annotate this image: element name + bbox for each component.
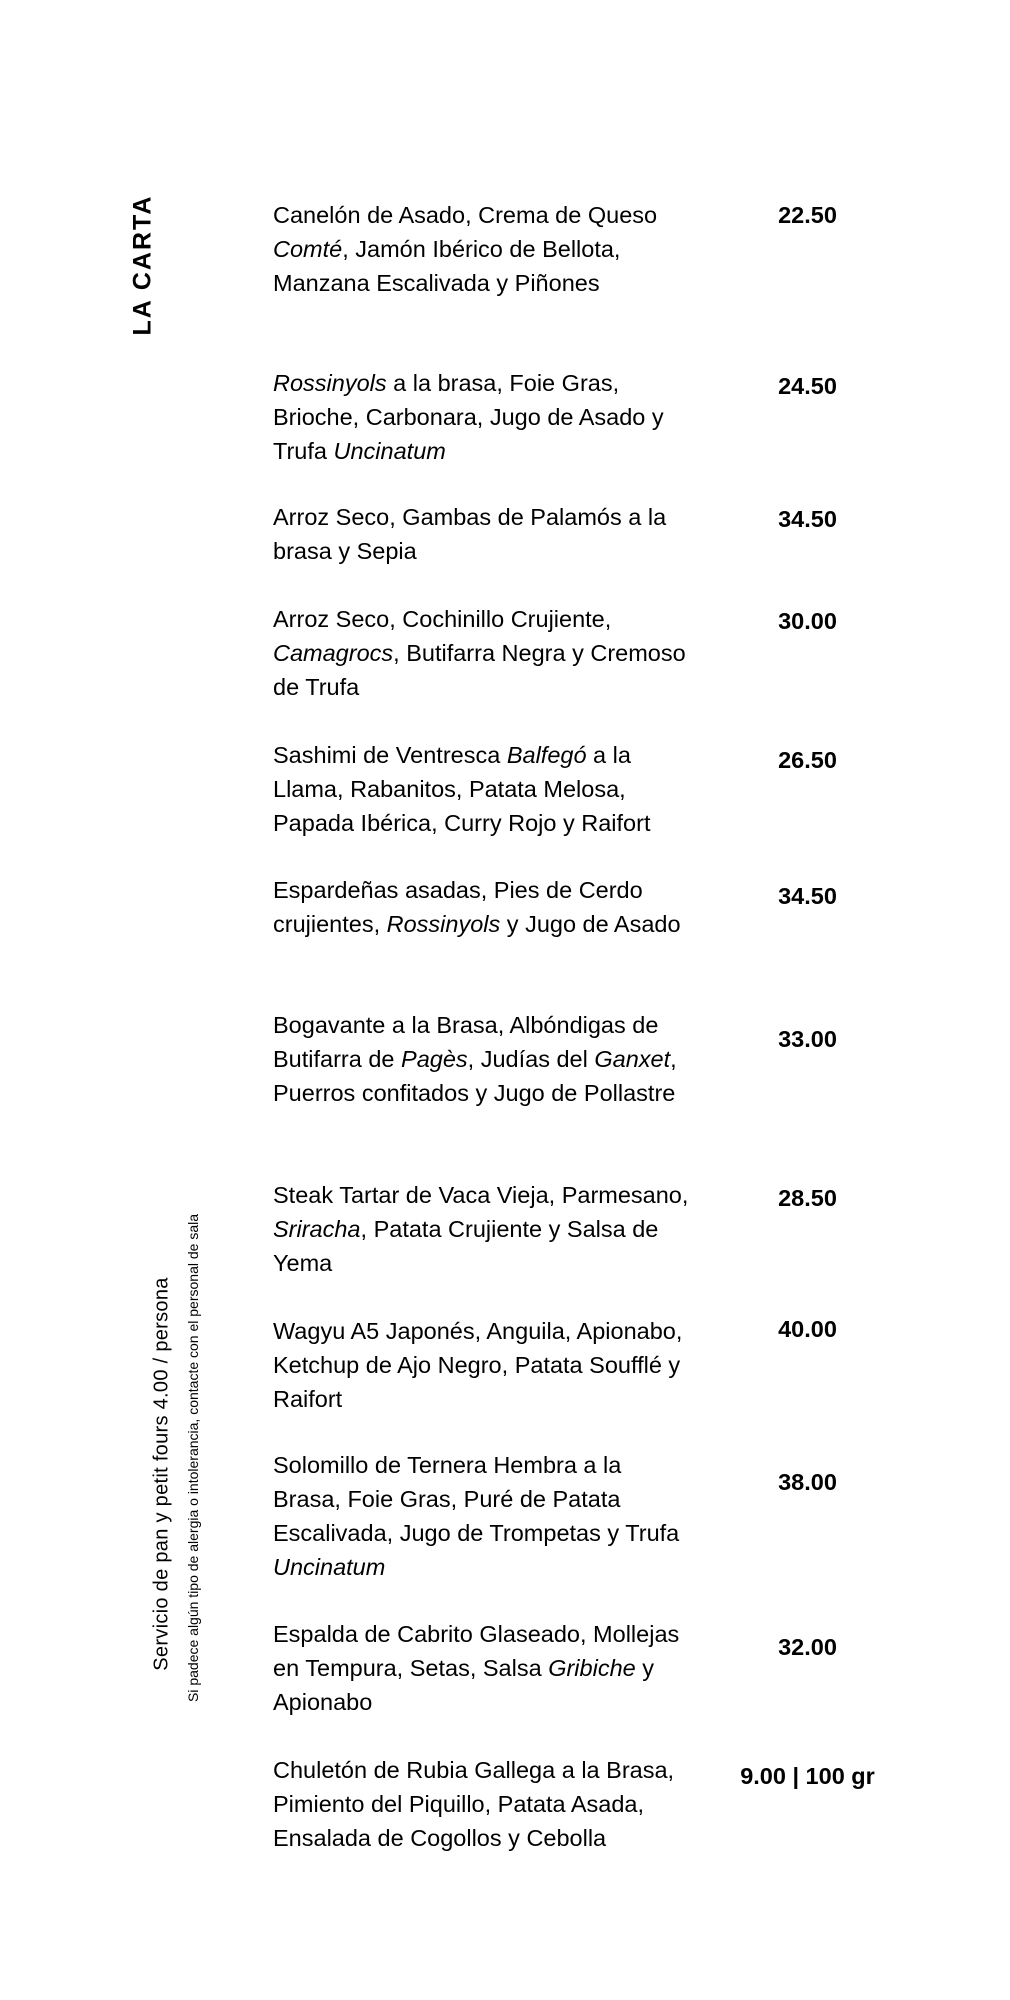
- menu-item-price: 22.50: [778, 202, 837, 228]
- menu-item-italic-term: Camagrocs: [273, 640, 394, 666]
- menu-item-text: Arroz Seco, Gambas de Palamós a la brasa y Sepia: [273, 504, 667, 564]
- menu-item-text: Espalda de Cabrito Glaseado, Mollejas en Tempura, Setas, Salsa: [273, 1621, 680, 1681]
- menu-item-price: 33.00: [778, 1026, 837, 1052]
- menu-item-price: 40.00: [778, 1316, 837, 1342]
- menu-item-italic-term: Uncinatum: [333, 438, 446, 464]
- menu-item-italic-term: Rossinyols: [273, 370, 387, 396]
- menu-item-price: 38.00: [778, 1469, 837, 1495]
- menu-item-italic-term: Balfegó: [506, 742, 587, 768]
- menu-title: LA CARTA: [128, 194, 157, 336]
- menu-item-description: [273, 366, 693, 468]
- menu-item-text: Canelón de Asado, Crema de Queso: [273, 202, 658, 228]
- menu-item-italic-term: Ganxet: [594, 1046, 671, 1072]
- menu-item-description: [273, 1753, 693, 1855]
- menu-item-italic-term: Rossinyols: [386, 911, 501, 937]
- menu-item-description: [273, 738, 693, 840]
- menu-item-text: Arroz Seco, Cochinillo Crujiente,: [273, 606, 612, 632]
- menu-item-description: [273, 1617, 693, 1719]
- menu-item-text: Espardeñas asadas, Pies de Cerdo crujientes,: [273, 877, 643, 937]
- menu-item-text: y Jugo de Asado: [500, 911, 681, 937]
- menu-item-text: , Patata Crujiente y Salsa de Yema: [273, 1216, 659, 1276]
- menu-item-text: , Puerros confitados y Jugo de Pollastre: [273, 1046, 677, 1106]
- menu-item-description: [273, 1448, 693, 1584]
- menu-item-price: 30.00: [778, 608, 837, 634]
- menu-item-description: [273, 500, 693, 568]
- menu-item-price: 24.50: [778, 373, 837, 399]
- menu-item-text: Steak Tartar de Vaca Vieja, Parmesano,: [273, 1182, 689, 1208]
- service-note: Servicio de pan y petit fours 4.00 / persona: [150, 1277, 173, 1671]
- menu-item-text: Solomillo de Ternera Hembra a la Brasa, Foie Gras, Puré de Patata Escalivada, Jugo de Trompetas y Trufa: [273, 1452, 680, 1546]
- menu-item-description: [273, 1178, 693, 1280]
- menu-item-italic-term: Uncinatum: [273, 1554, 386, 1580]
- menu-item-price: 34.50: [778, 506, 837, 532]
- menu-item-description: [273, 1008, 693, 1110]
- menu-item-price: 9.00 | 100 gr: [740, 1763, 875, 1789]
- menu-item-price: 28.50: [778, 1185, 837, 1211]
- menu-item-text: Chuletón de Rubia Gallega a la Brasa, Pimiento del Piquillo, Patata Asada, Ensalada de Cogollos y Cebolla: [273, 1757, 675, 1851]
- allergy-note: Si padece algún tipo de alergia o intolerancia, contacte con el personal de sala: [185, 1214, 201, 1702]
- menu-item-text: Sashimi de Ventresca: [273, 742, 507, 768]
- menu-item-text: y Apionabo: [273, 1655, 654, 1715]
- menu-item-text: Bogavante a la Brasa, Albóndigas de Butifarra de: [273, 1012, 659, 1072]
- menu-item-price: 34.50: [778, 883, 837, 909]
- menu-item-italic-term: Pagès: [401, 1046, 468, 1072]
- menu-item-text: , Judías del: [467, 1046, 595, 1072]
- menu-item-description: [273, 873, 693, 941]
- menu-item-description: [273, 198, 693, 300]
- menu-item-price: 26.50: [778, 747, 837, 773]
- menu-item-description: [273, 602, 693, 704]
- menu-item-text: , Butifarra Negra y Cremoso de Trufa: [273, 640, 686, 700]
- menu-item-italic-term: Gribiche: [548, 1655, 636, 1681]
- menu-item-text: , Jamón Ibérico de Bellota, Manzana Escalivada y Piñones: [273, 236, 621, 296]
- menu-item-text: Wagyu A5 Japonés, Anguila, Apionabo, Ketchup de Ajo Negro, Patata Soufflé y Raifort: [273, 1318, 683, 1412]
- menu-item-description: [273, 1314, 693, 1416]
- menu-item-text: a la brasa, Foie Gras, Brioche, Carbonara, Jugo de Asado y Trufa: [273, 370, 664, 464]
- menu-item-text: a la Llama, Rabanitos, Patata Melosa, Papada Ibérica, Curry Rojo y Raifort: [273, 742, 651, 836]
- menu-item-italic-term: Comté: [273, 236, 343, 262]
- menu-item-price: 32.00: [778, 1634, 837, 1660]
- menu-item-italic-term: Sriracha: [273, 1216, 361, 1242]
